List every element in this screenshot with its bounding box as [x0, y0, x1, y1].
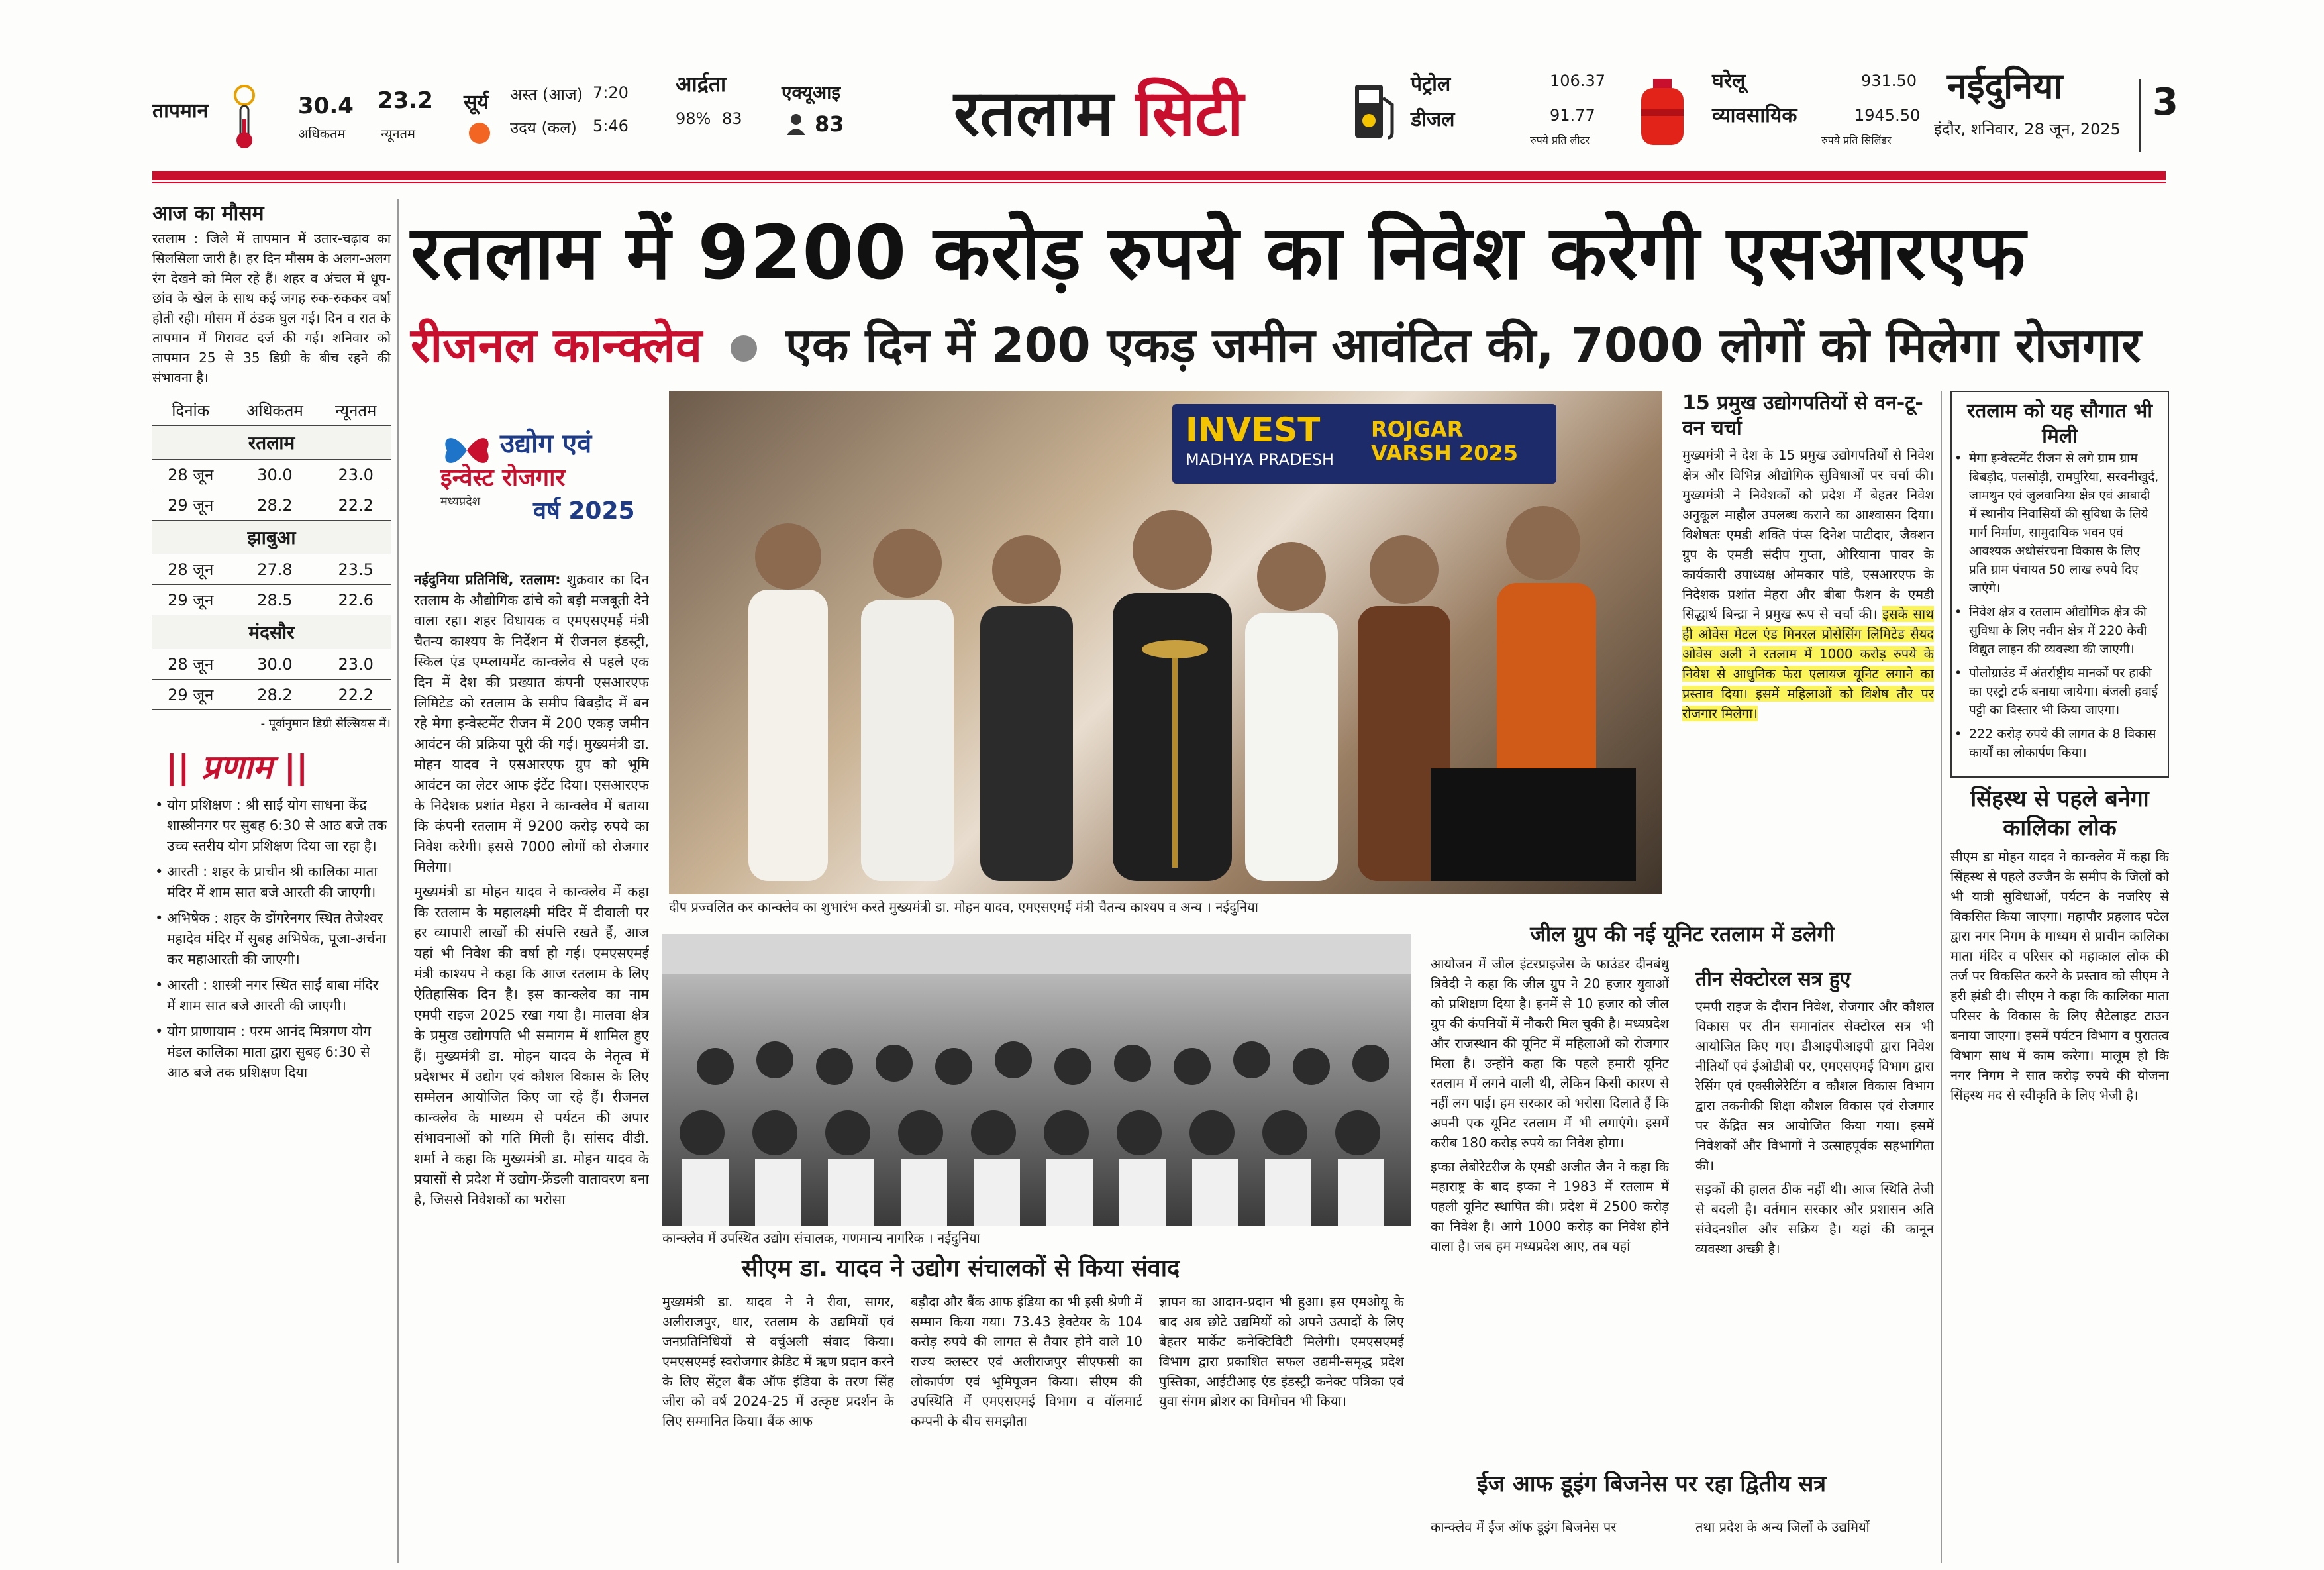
list-item: • 222 करोड़ रुपये की लागत के 8 विकास कार्यों का लोकार्पण किया। [1958, 725, 2161, 762]
lpg-commercial-price: 1945.50 [1854, 106, 1921, 125]
cell-max: 30.0 [228, 460, 321, 490]
sub-headline [411, 311, 2199, 376]
jeel-text-2: इप्का लेबोरेटरीज के एमडी अजीत जैन ने कहा कि महाराष्ट्र के बाद इप्का ने 1983 में रतलाम में पहली यूनिट स्थापित की। प्रदेश में 2500 करोड़ का निवेश है। आगे 1000 करोड़ का निवेश होने वाला है। जब हम मध्यप्रदेश आए, तब यहां [1431, 1159, 1669, 1254]
three-sessions-text-2: सड़कों की हालत ठीक नहीं थी। आज स्थिति तेजी से बदली है। वर्तमान सरकार और प्रशासन अति संवेदनशील और सक्रिय है। यहां की कानून व्यवस्था अच्छी है। [1695, 1181, 1934, 1257]
byline: नईदुनिया प्रतिनिधि, रतलाम: [414, 572, 561, 588]
banner-invest: INVEST [1186, 411, 1321, 449]
jeel-title: जील ग्रुप की नई यूनिट रतलाम में डलेगी [1530, 921, 1835, 947]
dateline: इंदौर, शनिवार, 28 जून, 2025 [1934, 120, 2121, 138]
city-name: रतलाम [152, 426, 391, 460]
lpg-domestic-price: 931.50 [1861, 72, 1917, 90]
cell-max: 27.8 [228, 554, 321, 585]
cell-date: 28 जून [152, 649, 228, 680]
story-text: शुक्रवार का दिन रतलाम के औद्योगिक ढांचे को बड़ी मजबूती देने वाला रहा। शहर विधायक व एमएसएमई मंत्री चैतन्य काश्यप के निर्देशन में रीजनल इंडस्ट्री, स्किल एंड एम्प्लायमेंट कान्क्लेव से पहले एक दिन में देश की प्रख्यात कंपनी एसआरएफ लिमिटेड को रतलाम के समीप बिबड़ौद में बन रहे मेगा इन्वेस्टमेंट रीजन में 200 एकड़ जमीन आवंटन की प्रक्रिया पूरी की गई। मुख्यमंत्री डा. मोहन यादव ने एसआरएफ ग्रुप को भूमि आवंटन का लेटर आफ इंटेंट दिया। एसआरएफ के निदेशक प्रशांत मेहरा ने कान्क्लेव में बताया कि कंपनी रतलाम में 9200 करोड़ रुपये का निवेश करेगी। इससे 7000 लोगों को रोजगार मिलेगा। [414, 572, 649, 875]
table-header-row [152, 395, 391, 426]
cell-min: 22.6 [321, 585, 391, 615]
cell-date: 29 जून [152, 680, 228, 710]
lamp-lighting-photo [669, 391, 1662, 894]
cell-date: 29 जून [152, 490, 228, 521]
list-item: • निवेश क्षेत्र व रतलाम औद्योगिक क्षेत्र की सुविधा के लिए नवीन क्षेत्र में 220 केवी विद्युत लाइन की व्यवस्था की जाएगी। [1958, 603, 2161, 658]
col-date-header: दिनांक [152, 395, 228, 426]
cell-max: 30.0 [228, 649, 321, 680]
table-row [152, 680, 391, 710]
dialogue-col1: मुख्यमंत्री डा. यादव ने ने रीवा, सागर, अलीराजपुर, धार, रतलाम के उद्यमियों एवं जनप्रतिनिधियों से वर्चुअली संवाद किया। एमएसएमई स्वरोजगार क्रेडिट में ऋण प्रदान करने के लिए सेंट्रल बैंक ऑफ इंडिया के तरण सिंह जीरा को वर्ष 2024-25 में उत्कृष्ट प्रदर्शन के लिए सम्मानित किया। बैंक आफ [662, 1294, 894, 1429]
logo-line2: इन्वेस्ट रोजगार [440, 464, 566, 492]
list-item: • आरती : शास्त्री नगर स्थित साईं बाबा मंदिर में शाम सात बजे आरती की जाएगी। [159, 975, 391, 1016]
city-name: मंदसौर [152, 615, 391, 649]
list-item: • आरती : शहर के प्राचीन श्री कालिका माता मंदिर में शाम सात बजे आरती की जाएगी। [159, 862, 391, 903]
fuel-pump-icon [1351, 81, 1397, 144]
invest-mp-banner [1172, 404, 1556, 484]
one-on-one-story [1682, 391, 1934, 908]
list-item: • योग प्रशिक्षण : श्री साईं योग साधना केंद्र शास्त्रीनगर पर सुबह 6:30 से आठ बजे तक उच्च स्तरीय योग प्रशिक्षण दिया जा रहा है। [159, 795, 391, 857]
fuel-unit: रुपये प्रति लीटर [1530, 134, 1590, 146]
table-row [152, 585, 391, 615]
table-row [152, 554, 391, 585]
column-divider [397, 199, 399, 1563]
audience-photo [662, 934, 1411, 1226]
temp-min: 23.2 [378, 87, 433, 114]
list-item: • अभिषेक : शहर के डोंगरेनगर स्थित तेजेश्वर महादेव मंदिर में सुबह अभिषेक, पूजा-अर्चना कर महाआरती की जाएगी। [159, 908, 391, 970]
three-sessions-text: एमपी राइज के दौरान निवेश, रोजगार और कौशल विकास पर तीन समानांतर सेक्टोरल सत्र भी आयोजित किए गए। डीआइपीआइपी द्वारा निवेश नीतियों एवं ईओडीबी पर, एमएसएमई विभाग द्वारा रेसिंग एवं एक्सीलेरेटिंग व कौशल विकास विभाग द्वारा तकनीकी शिक्षा कौशल विकास एवं रोजगार पर केंद्रित सत्र आयोजित किया गया। इसमें निवेशकों और विभागों ने उत्साहपूर्वक सहभागिता की। [1695, 998, 1934, 1173]
paper-name: नईदुनिया [1947, 65, 2063, 107]
table-row [152, 460, 391, 490]
city-name: झाबुआ [152, 521, 391, 554]
gas-cylinder-icon [1636, 76, 1689, 149]
left-sidebar [152, 199, 391, 1570]
logo-line3: मध्यप्रदेश [440, 495, 481, 509]
cell-max: 28.2 [228, 680, 321, 710]
weather-table [152, 395, 391, 710]
cell-min: 22.2 [321, 680, 391, 710]
ease-col2: तथा प्रदेश के अन्य जिलों के उद्यमियों [1695, 1519, 1870, 1535]
cell-min: 23.5 [321, 554, 391, 585]
dialogue-col2: बड़ौदा और बैंक आफ इंडिया का भी इसी श्रेणी में सम्मान किया गया। 73.43 हेक्टेयर के 104 करोड़ रुपये की लागत से तैयार होने वाले 10 राज्य क्लस्टर एवं अलीराजपुर सीएफसी का लोकार्पण एवं भूमिपूजन किया। सीएम की उपस्थिति में एमएसएमई विभाग व वॉलमार्ट कम्पनी के बीच समझौता [911, 1294, 1142, 1429]
weather-text: रतलाम : जिले में तापमान में उतार-चढ़ाव का सिलसिला जारी है। हर दिन मौसम के अलग-अलग रंग देखने को मिल रहे हैं। शहर व अंचल में धूप-छांव के खेल के साथ कई जगह रुक-रुककर वर्षा होती रही। मौसम में ठंडक घुल गई। दिन व रात के तापमान में गिरावट दर्ज की गई। शनिवार को तापमान 25 से 35 डिग्री के बीच रहने की संभावना है। [152, 231, 391, 386]
logo-line4: वर्ष 2025 [533, 497, 635, 525]
main-story-body [414, 570, 649, 1563]
humidity-min: 83 [722, 109, 742, 128]
story-text-2: मुख्यमंत्री डा मोहन यादव ने कान्क्लेव में कहा कि रतलाम के महालक्ष्मी मंदिर में दीवाली पर हर व्यापारी लाखों की संपत्ति रखते हैं, आज यहां भी निवेश की वर्षा हो गई। एमएसएमई मंत्री काश्यप ने कहा कि आज रतलाम के लिए ऐतिहासिक दिन है। इस कान्क्लेव का नाम एमपी राइज 2025 रखा गया है। मालवा क्षेत्र के प्रमुख उद्योगपति भी समागम में शामिल हुए हैं। मुख्यमंत्री डा. मोहन यादव के नेतृत्व में प्रदेशभर में उद्योग एवं कौशल विकास के लिए सम्मेलन आयोजित किए जा रहे हैं। रीजनल कान्क्लेव के माध्यम से पर्यटन की अपार संभावनाओं को गति मिली है। सांसद वीडी. शर्मा ने कहा कि मुख्यमंत्री डा. मोहन यादव के प्रयासों से प्रदेश में उद्योग-फ्रेंडली वातावरण बना है, जिससे निवेशकों का भरोसा [414, 884, 649, 1208]
table-row [152, 649, 391, 680]
ease-title: ईज आफ डूइंग बिजनेस पर रहा द्वितीय सत्र [1477, 1471, 1827, 1497]
saugat-box [1950, 391, 2169, 778]
aqi-value: 83 [815, 111, 844, 136]
dialogue-title: सीएम डा. यादव ने उद्योग संचालकों से किया संवाद [742, 1255, 1180, 1282]
cell-min: 22.2 [321, 490, 391, 521]
logo-line1: उद्योग एवं [500, 429, 592, 459]
column-divider [1941, 391, 1942, 1563]
banner-mp: MADHYA PRADESH [1186, 450, 1335, 469]
kalika-lok-text: सीएम डा मोहन यादव ने कान्क्लेव में कहा कि सिंहस्थ से पहले उज्जैन के समीप के जिलों को भी यात्री सुविधाओं, पर्यटन के नजरिए से विकसित किया जाएगा। महापौर प्रहलाद पटेल द्वारा नगर निगम के माध्यम से प्राचीन कालिका माता मंदिर व परिसर को महाकाल लोक की तर्ज पर विकसित करने के प्रस्ताव को सीएम ने हरी झंडी दी। सीएम ने कहा कि कालिका माता परिसर के विकास के लिए सैटेलाइट टाउन बनाया जाएगा। इसमें पर्यटन विभाग व पुरातत्व विभाग साथ में काम करेगा। मालूम हो कि नगर निगम ने सात करोड़ रुपये की योजना सिंहस्थ मद से स्वीकृति के लिए भेजी है। [1950, 849, 2169, 1103]
kicker: रीजनल कान्क्लेव [411, 317, 703, 373]
person-icon [785, 113, 807, 135]
temp-min-label: न्यूनतम [381, 126, 415, 142]
bullet-dot [731, 335, 757, 362]
list-item: • मेगा इन्वेस्टमेंट रीजन से लगे ग्राम ग्राम बिबड़ौद, पलसोड़ी, रामपुरिया, सरवनीखुर्द, जामथुन एवं जुलवानिया क्षेत्र एवं आबादी में स्थानीय निवासियों की सुविधा के लिये मार्ग निर्माण, सामुदायिक भवन एवं आवश्यक अधोसंरचना विकास के लिए प्रति ग्राम पंचायत 50 लाख रुपये दिए जाएंगे। [1958, 449, 2161, 598]
jeel-story [1431, 921, 1934, 947]
right-column [1950, 391, 2169, 1570]
kalika-lok-title: सिंहस्थ से पहले बनेगा कालिका लोक [1970, 786, 2149, 841]
list-item: • योग प्राणायाम : परम आनंद मित्रगण योग मंडल कालिका माता द्वारा सुबह 6:30 से आठ बजे तक प्रशिक्षण दिया [159, 1021, 391, 1083]
red-rule [152, 171, 2166, 180]
ease-col1: कान्क्लेव में ईज ऑफ डूइंग बिजनेस पर [1431, 1519, 1617, 1535]
banner-rojgar: ROJGAR VARSH 2025 [1371, 417, 1519, 466]
table-row [152, 490, 391, 521]
lpg-domestic-label: घरेलू [1712, 70, 1746, 93]
cell-date: 29 जून [152, 585, 228, 615]
three-sessions-story [1695, 967, 1934, 1471]
humidity-label: आर्द्रता [676, 72, 727, 97]
photo2-caption: कान्क्लेव में उपस्थित उद्योग संचालक, गणमान्य नागरिक । नईदुनिया [662, 1230, 980, 1246]
cell-min: 23.0 [321, 460, 391, 490]
pranam-title: || प्रणाम || [166, 748, 309, 786]
diesel-price: 91.77 [1550, 106, 1595, 125]
one-on-one-text: मुख्यमंत्री ने देश के 15 प्रमुख उद्योगपतियों से निवेश क्षेत्र और विभिन्न औद्योगिक सुविधाओं पर चर्चा की। मुख्यमंत्री ने निवेशकों को प्रदेश में बेहतर निवेश अनुकूल माहौल उपलब्ध कराने का आश्वासन दिया। विशेषतः एमडी शक्ति पंप्स दिनेश पाटीदार, जैक्शन ग्रुप के एमडी संदीप गुप्ता, ओरियाना पावर के कार्यकारी उपाध्यक्ष ओमकार पांडे, एसआरएफ के निदेशक प्रशांत मेहरा और बीबा फैशन के एमडी सिद्धार्थ बिन्द्रा ने प्रमुख रूप से चर्चा की। [1682, 447, 1934, 622]
dialogue-col3: ज्ञापन का आदान-प्रदान भी हुआ। इस एमओयू के बाद अब छोटे उद्यमियों को अपने उत्पादों के लिए बेहतर मार्केट कनेक्टिविटी मिलेगी। एमएसएमई विभाग द्वारा प्रकाशित सफल उद्यमी-समृद्ध प्रदेश पुस्तिका, आईटीआइ एंड इंडस्ट्री कनेक्ट पत्रिका एवं युवा संगम ब्रोशर का विमोचन भी किया। [1159, 1294, 1404, 1409]
sunrise-time: 5:46 [593, 117, 629, 135]
section-title: रतलाम सिटी [954, 76, 1244, 150]
petrol-label: पेट्रोल [1411, 73, 1451, 96]
jeel-text: आयोजन में जील इंटरप्राइजेस के फाउंडर दीनबंधु त्रिवेदी ने कहा कि जील ग्रुप ने 20 हजार युवाओं को प्रशिक्षण दिया है। इनमें से 10 हजार को जील ग्रुप की कंपनियों में नौकरी मिल चुकी है। मध्यप्रदेश और राजस्थान की यूनिट में महिलाओं को रोजगार मिला है। उन्होंने कहा कि पहले हमारी यूनिट रतलाम में लगने वाली थी, लेकिन किसी कारण से नहीं लग पाई। हम सरकार को भरोसा दिलाते हैं कि अपनी एक यूनिट रतलाम में भी लगाएंगे। इसमें करीब 180 करोड़ रुपये का निवेश होगा। [1431, 956, 1669, 1151]
cell-max: 28.5 [228, 585, 321, 615]
one-on-one-title: 15 प्रमुख उद्योगपतियों से वन-टू-वन चर्चा [1682, 392, 1923, 440]
sun-label: सूर्य [464, 91, 489, 114]
weather-footnote: - पूर्वानुमान डिग्री सेल्सियस में। [260, 717, 391, 731]
cell-date: 28 जून [152, 460, 228, 490]
jeel-body [1431, 954, 1669, 1457]
three-sessions-title: तीन सेक्टोरल सत्र हुए [1695, 968, 1851, 991]
cell-max: 28.2 [228, 490, 321, 521]
list-item: • पोलोग्राउंड में अंतर्राष्ट्रीय मानकों पर हाकी का एस्ट्रो टर्फ बनाया जायेगा। बंजली हवाई पट्टी का विस्तार भी किया जाएगा। [1958, 664, 2161, 719]
sunset-label: अस्त (आज) [510, 85, 583, 104]
temp-max-label: अधिकतम [298, 126, 346, 142]
temperature-label: तापमान [152, 99, 209, 123]
lpg-commercial-label: व्यावसायिक [1712, 104, 1797, 127]
highlighted-text: इसके साथ ही ओवेस मेटल एंड मिनरल प्रोसेसिंग लिमिटेड सैयद ओवेस अली ने रतलाम में 1000 करोड़ रुपये के निवेश से आधुनिक फेरा एलायज यूनिट लगाने का प्रस्ताव दिया। इसमें महिलाओं को विशेष तौर पर रोजगार मिलेगा। [1682, 606, 1934, 721]
weather-title: आज का मौसम [152, 202, 264, 225]
masthead [152, 40, 2178, 172]
humidity-max: 98% [676, 109, 711, 128]
temp-max: 30.4 [298, 93, 354, 119]
petrol-price: 106.37 [1550, 72, 1605, 90]
cell-min: 23.0 [321, 649, 391, 680]
thermometer-icon [228, 79, 260, 152]
diesel-label: डीजल [1411, 108, 1455, 131]
saugat-title: रतलाम को यह सौगात भी मिली [1966, 399, 2152, 448]
red-rule-thin [152, 182, 2166, 183]
main-headline: रतलाम में 9200 करोड़ रुपये का निवेश करेगी एसआरएफ [411, 210, 2027, 296]
sunrise-label: उदय (कल) [510, 119, 577, 137]
udyog-rojgar-logo [414, 404, 652, 556]
photo1-caption: दीप प्रज्वलित कर कान्क्लेव का शुभारंभ करते मुख्यमंत्री डा. मोहन यादव, एमएसएमई मंत्री चैतन्य काश्यप व अन्य । नईदुनिया [669, 899, 1258, 915]
backdrop-screen [1431, 768, 1636, 881]
sun-icon [469, 123, 490, 144]
cell-date: 28 जून [152, 554, 228, 585]
aqi-label: एक्यूआइ [782, 81, 841, 103]
page-number: 3 [2152, 81, 2178, 124]
header-divider [2139, 79, 2141, 152]
lpg-unit: रुपये प्रति सिलिंडर [1821, 134, 1892, 146]
col-min-header: न्यूनतम [321, 395, 391, 426]
col-max-header: अधिकतम [228, 395, 321, 426]
sunset-time: 7:20 [593, 83, 629, 102]
subheadline-text: एक दिन में 200 एकड़ जमीन आवंटित की, 7000 लोगों को मिलेगा रोजगार [785, 317, 2141, 373]
